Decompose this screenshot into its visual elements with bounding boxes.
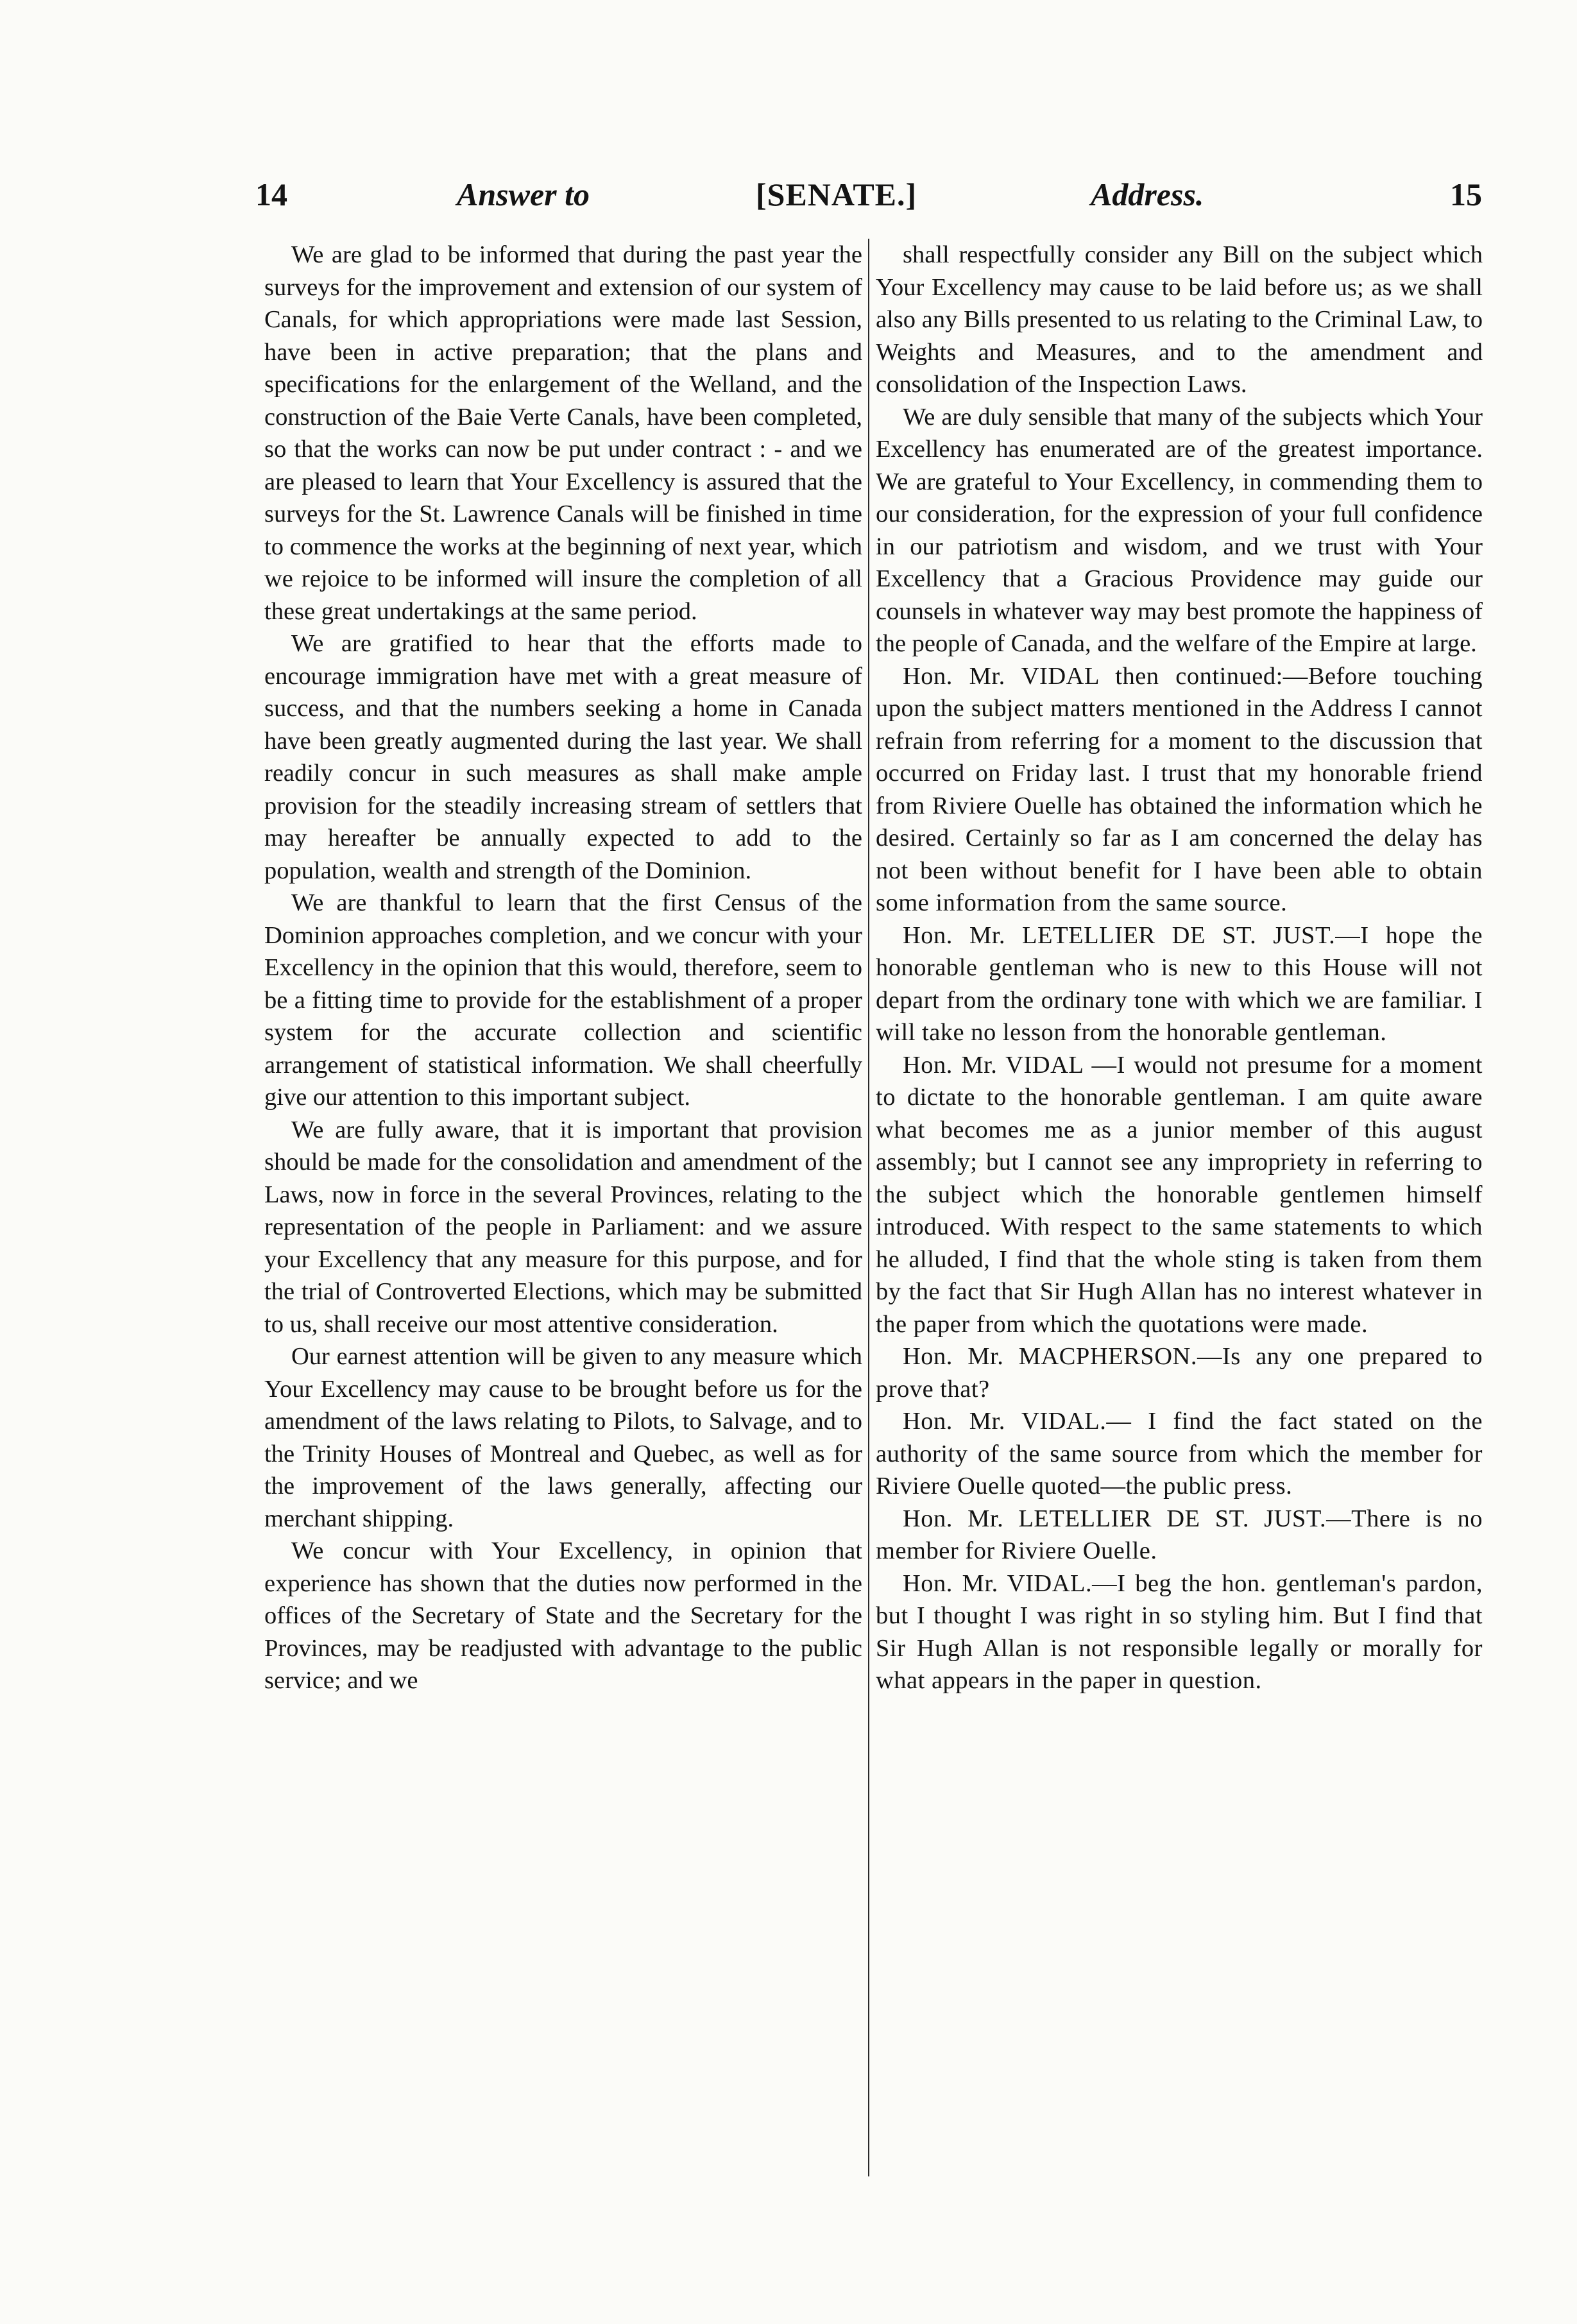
header-right-title: Address. xyxy=(1091,176,1204,212)
page-number-right: 15 xyxy=(1450,176,1482,212)
speech-paragraph: Hon. Mr. LETELLIER DE ST. JUST.—I hope the honorable gentleman who is new to this House will not depart from the ordinary tone with which we are familiar. I will take no lesson from the honorable gentleman. xyxy=(876,921,1483,1046)
speech-paragraph: Hon. Mr. VIDAL —I would not presume for a moment to dictate to the honorable gentleman. I am quite aware what becomes me as a junior member of this august assembly; but I cannot see any impropriety in referring to the subject which the honorable gentlemen himself introduced. With respect to the same statements to which he alluded, I find that the whole sting is taken from them by the fact that Sir Hugh Allan has no interest whatever in the paper from which the quotations were made. xyxy=(876,1051,1483,1338)
paragraph: We are fully aware, that it is important that provision should be made for the consolidation and amendment of the Laws, now in force in the several Provinces, relating to the representation of the people in Parliament: and we assure your Excellency that any measure for this purpose, and for the trial of Controverted Elections, which may be submitted to us, shall receive our most attentive consideration. xyxy=(264,1116,862,1338)
page-number-left: 14 xyxy=(255,176,287,212)
paragraph: We are gratified to hear that the efforts made to encourage immigration have met with a great measure of success, and that the numbers seeking a home in Canada have been greatly augmented during the last year. We shall readily concur in such measures as shall make ample provision for the steadily increasing stream of settlers that may hereafter be annually expected to add to the population, wealth and strength of the Dominion. xyxy=(264,630,862,884)
speech-paragraph: Hon. Mr. VIDAL.—I beg the hon. gentleman's pardon, but I thought I was right in so styling him. But I find that Sir Hugh Allan is not responsible legally or morally for what appears in the paper in question. xyxy=(876,1569,1483,1694)
paragraph: Our earnest attention will be given to any measure which Your Excellency may cause to be brought before us for the amendment of the laws relating to Pilots, to Salvage, and to the Trinity Houses of Montreal and Quebec, as well as for the improvement of the laws generally, affecting our merchant shipping. xyxy=(264,1343,862,1532)
speech-paragraph: Hon. Mr. MACPHERSON.—Is any one prepared to prove that? xyxy=(876,1343,1483,1403)
paragraph: We are glad to be informed that during the past year the surveys for the improvement and extension of our system of Canals, for which appropriations were made last Session, have been in active preparation; that the plans and specifications for the enlargement of the Welland, and the construction of the Baie Verte Canals, have been completed, so that the works can now be put under contract : - and we are pleased to learn that Your Excellency is assured that the surveys for the St. Lawrence Canals will be finished in time to commence the works at the beginning of next year, which we rejoice to be informed will insure the completion of all these great undertakings at the same period. xyxy=(264,241,862,625)
paragraph: We are duly sensible that many of the subjects which Your Excellency has enumerated are of the greatest importance. We are grateful to Your Excellency, in commending them to our consideration, for the expression of your full confidence in our patriotism and wisdom, and we trust with Your Excellency that a Gracious Providence may guide our counsels in whatever way may best promote the happiness of the people of Canada, and the welfare of the Empire at large. xyxy=(876,403,1483,657)
speech-paragraph: Hon. Mr. LETELLIER DE ST. JUST.—There is no member for Riviere Ouelle. xyxy=(876,1505,1483,1564)
paragraph: shall respectfully consider any Bill on the subject which Your Excellency may cause to be laid before us; as we shall also any Bills presented to us relating to the Criminal Law, to Weights and Measures, and to the amendment and consolidation of the Inspection Laws. xyxy=(876,241,1483,398)
page-header xyxy=(255,172,1482,217)
header-center-title: [SENATE.] xyxy=(756,176,917,212)
paragraph: We are thankful to learn that the first Census of the Dominion approaches completion, and we concur with your Excellency in the opinion that this would, therefore, seem to be a fitting time to provide for the establishment of a proper system for the accurate collection and scientific arrangement of statistical information. We shall cheerfully give our attention to this important subject. xyxy=(264,889,862,1111)
header-left-title: Answer to xyxy=(457,176,590,212)
paragraph: We concur with Your Excellency, in opinion that experience has shown that the duties now performed in the offices of the Secretary of State and the Secretary for the Provinces, may be readjusted with advantage to the public service; and we xyxy=(264,1537,862,1694)
column-divider xyxy=(868,239,869,2176)
speech-paragraph: Hon. Mr. VIDAL.— I find the fact stated on the authority of the same source from which the member for Riviere Ouelle quoted—the public press. xyxy=(876,1408,1483,1499)
right-column xyxy=(876,239,1483,2221)
left-column xyxy=(264,239,862,2221)
speech-paragraph: Hon. Mr. VIDAL then continued:—Before touching upon the subject matters mentioned in the Address I cannot refrain from referring for a moment to the discussion that occurred on Friday last. I trust that my honorable friend from Riviere Ouelle has obtained the information which he desired. Certainly so far as I am concerned the delay has not been without benefit for I have been able to obtain some information from the same source. xyxy=(876,662,1483,916)
